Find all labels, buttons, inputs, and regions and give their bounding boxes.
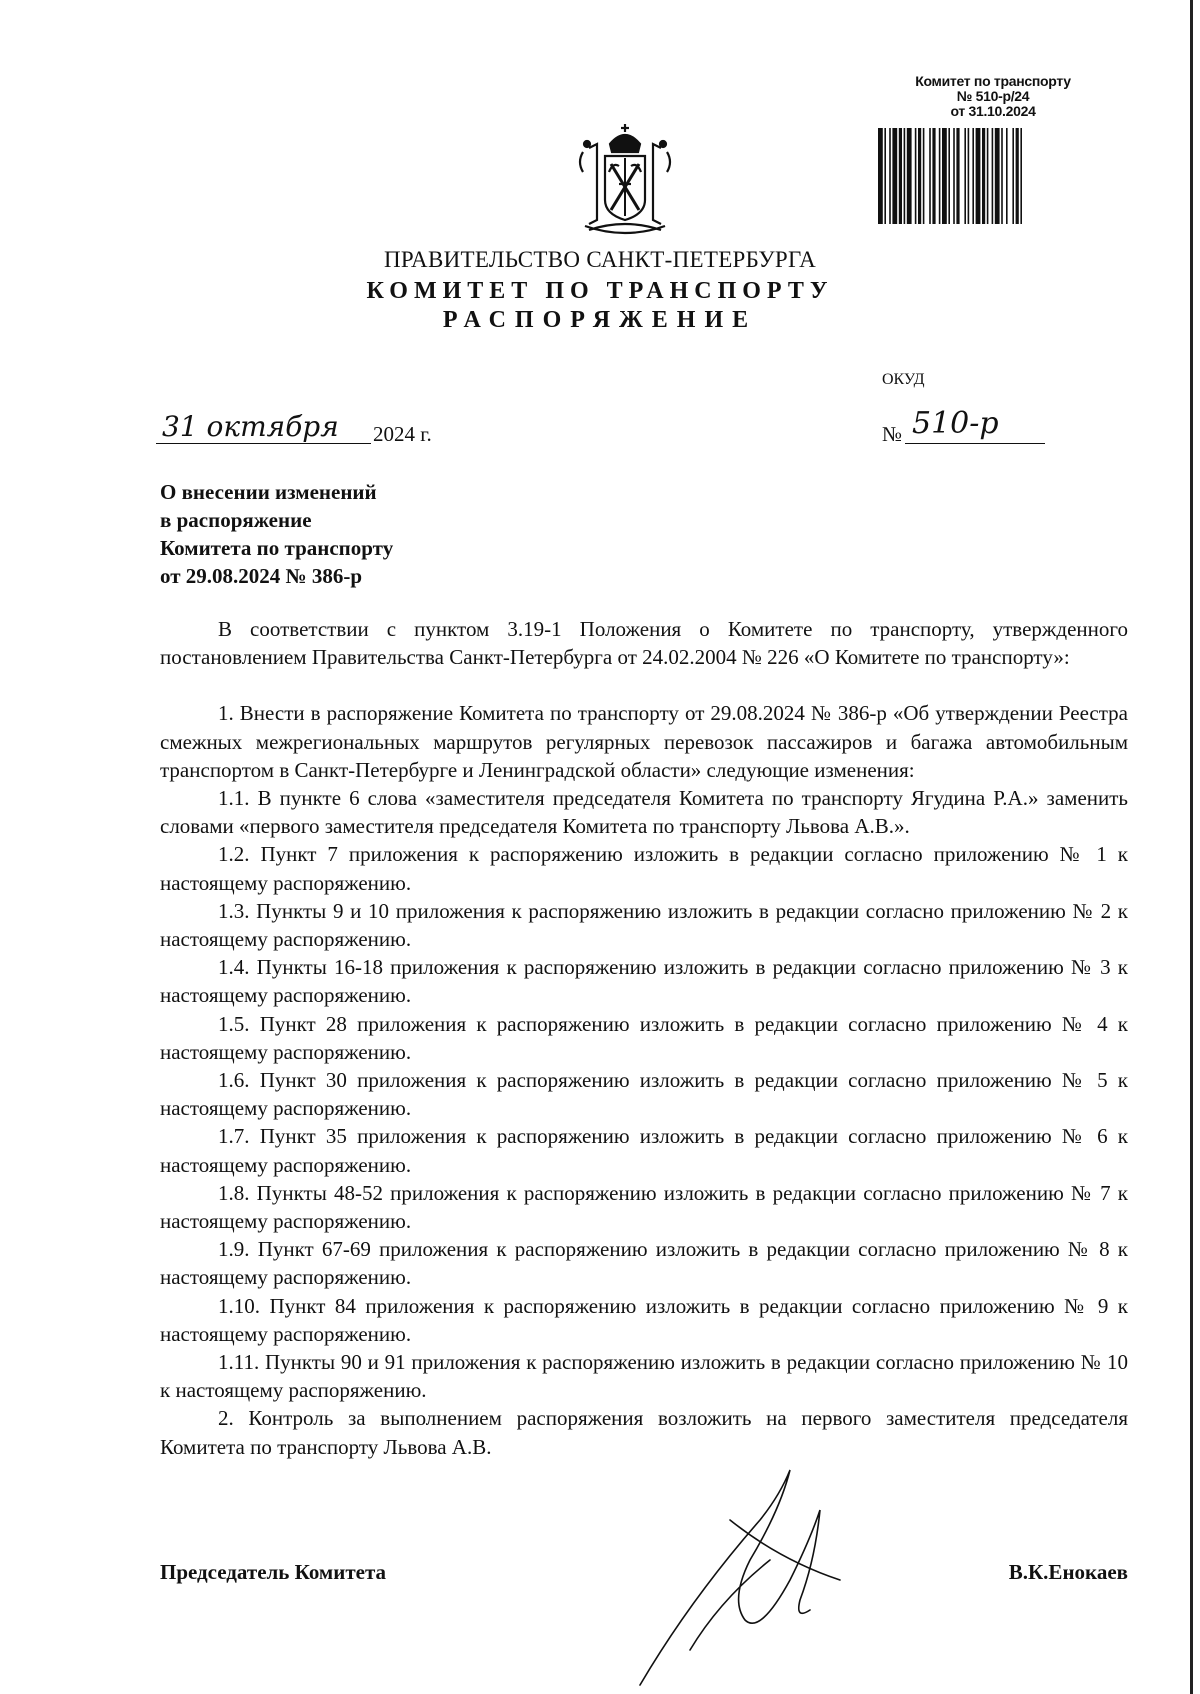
barcode-bar bbox=[892, 128, 897, 224]
signatory-name: В.К.Енокаев bbox=[1008, 1560, 1128, 1584]
paragraph-1-10: 1.10. Пункт 84 приложения к распоряжению изложить в редакции согласно приложению № 9 к настоящему распоряжению. bbox=[160, 1293, 1128, 1346]
barcode-bar bbox=[889, 128, 891, 224]
barcode-bar bbox=[915, 128, 917, 224]
title-line-4: от 29.08.2024 № 386-р bbox=[160, 564, 363, 588]
barcode-bar bbox=[992, 128, 994, 224]
government-name: ПРАВИТЕЛЬСТВО САНКТ-ПЕТЕРБУРГА bbox=[383, 247, 817, 272]
barcode-bar bbox=[884, 128, 886, 224]
paragraph-1-5: 1.5. Пункт 28 приложения к распоряжению изложить в редакции согласно приложению № 4 к настоящему распоряжению. bbox=[160, 1011, 1128, 1064]
handwritten-number bbox=[908, 405, 1008, 457]
barcode-bar bbox=[1006, 128, 1008, 224]
barcode-bar bbox=[878, 128, 883, 224]
stamp-line-2: № 510-р/24 bbox=[956, 88, 1030, 104]
barcode-bar bbox=[987, 128, 989, 224]
barcode bbox=[878, 128, 1076, 224]
barcode-bar bbox=[982, 128, 985, 224]
barcode-bar bbox=[1012, 128, 1014, 224]
date-handwritten-text: 31 октября bbox=[162, 410, 339, 443]
barcode-bar bbox=[953, 128, 955, 224]
barcode-bar bbox=[995, 128, 1000, 224]
document-title bbox=[160, 478, 620, 590]
paragraph-1-3: 1.3. Пункты 9 и 10 приложения к распоряжению изложить в редакции согласно приложению № 2 к настоящему распоряжению. bbox=[160, 898, 1128, 952]
barcode-bar bbox=[929, 128, 931, 224]
barcode-bar bbox=[968, 128, 970, 224]
paragraph-1: 1. Внести в распоряжение Комитета по транспорту от 29.08.2024 № 386-р «Об утверждении Реестра смежных межрегиональных маршрутов регулярных перевозок пассажиров и багажа автомобильным транспортом в Санкт-Петербурге и Ленинградской области» следующие изменения: bbox=[160, 701, 1128, 782]
barcode-bar bbox=[904, 128, 906, 224]
stamp-line-1: Комитет по транспорту bbox=[915, 73, 1071, 89]
paragraph-1-1: 1.1. В пункте 6 слова «заместителя председателя Комитета по транспорту Ягудина Р.А.» заменить словами «первого заместителя председателя Комитета по транспорту Львова А.В.». bbox=[160, 786, 1128, 839]
number-sign: № bbox=[882, 422, 903, 446]
barcode-bar bbox=[939, 128, 941, 224]
handwritten-signature bbox=[630, 1450, 880, 1690]
barcode-bar bbox=[972, 128, 974, 224]
barcode-bar bbox=[1016, 128, 1019, 224]
coat-of-arms-icon bbox=[575, 122, 675, 240]
paragraph-1-2: 1.2. Пункт 7 приложения к распоряжению изложить в редакции согласно приложению № 1 к настоящему распоряжению. bbox=[160, 842, 1128, 895]
preamble-paragraph: В соответствии с пунктом 3.19-1 Положения о Комитете по транспорту, утвержденного постановлением Правительства Санкт-Петербурга от 24.02.2004 № 226 «О Комитете по транспорту»: bbox=[160, 617, 1128, 670]
document-year: 2024 г. bbox=[373, 422, 432, 446]
paragraph-1-4: 1.4. Пункты 16-18 приложения к распоряжению изложить в редакции согласно приложению № 3 к настоящему распоряжению. bbox=[160, 955, 1128, 1008]
scan-edge bbox=[1190, 0, 1193, 1694]
registration-stamp bbox=[878, 74, 1108, 119]
paragraph-1-11: 1.11. Пункты 90 и 91 приложения к распоряжению изложить в редакции согласно приложению № 10 к настоящему распоряжению. bbox=[160, 1350, 1128, 1403]
barcode-bar bbox=[942, 128, 947, 224]
paragraph-1-7: 1.7. Пункт 35 приложения к распоряжению изложить в редакции согласно приложению № 6 к настоящему распоряжению. bbox=[160, 1124, 1128, 1177]
title-line-1: О внесении изменений bbox=[160, 480, 377, 504]
barcode-bar bbox=[918, 128, 921, 224]
barcode-bar bbox=[1001, 128, 1003, 224]
barcode-bar bbox=[948, 128, 950, 224]
title-line-2: в распоряжение bbox=[160, 508, 312, 532]
title-line-3: Комитета по транспорту bbox=[160, 536, 394, 560]
barcode-bar bbox=[956, 128, 959, 224]
barcode-bar bbox=[899, 128, 902, 224]
okud-label: ОКУД bbox=[882, 371, 925, 388]
barcode-bar bbox=[964, 128, 966, 224]
paragraph-2: 2. Контроль за выполнением распоряжения возложить на первого заместителя председателя Комитета по транспорту Львова А.В. bbox=[160, 1406, 1128, 1459]
barcode-bar bbox=[932, 128, 935, 224]
paragraph-1-6: 1.6. Пункт 30 приложения к распоряжению изложить в редакции согласно приложению № 5 к настоящему распоряжению. bbox=[160, 1068, 1128, 1121]
barcode-bar bbox=[976, 128, 981, 224]
handwritten-date bbox=[158, 408, 368, 444]
barcode-bar bbox=[907, 128, 912, 224]
barcode-bar bbox=[1020, 128, 1022, 224]
number-handwritten-text: 510-р bbox=[912, 406, 999, 441]
signatory-position: Председатель Комитета bbox=[160, 1560, 387, 1584]
stamp-line-3: от 31.10.2024 bbox=[950, 103, 1036, 119]
document-type: РАСПОРЯЖЕНИЕ bbox=[442, 307, 758, 333]
paragraph-1-9: 1.9. Пункт 67-69 приложения к распоряжению изложить в редакции согласно приложению № 8 к настоящему распоряжению. bbox=[160, 1237, 1128, 1290]
document-body bbox=[160, 615, 1128, 1461]
paragraph-1-8: 1.8. Пункты 48-52 приложения к распоряжению изложить в редакции согласно приложению № 7 к настоящему распоряжению. bbox=[160, 1180, 1128, 1234]
committee-name: КОМИТЕТ ПО ТРАНСПОРТУ bbox=[366, 278, 834, 304]
barcode-bar bbox=[923, 128, 925, 224]
